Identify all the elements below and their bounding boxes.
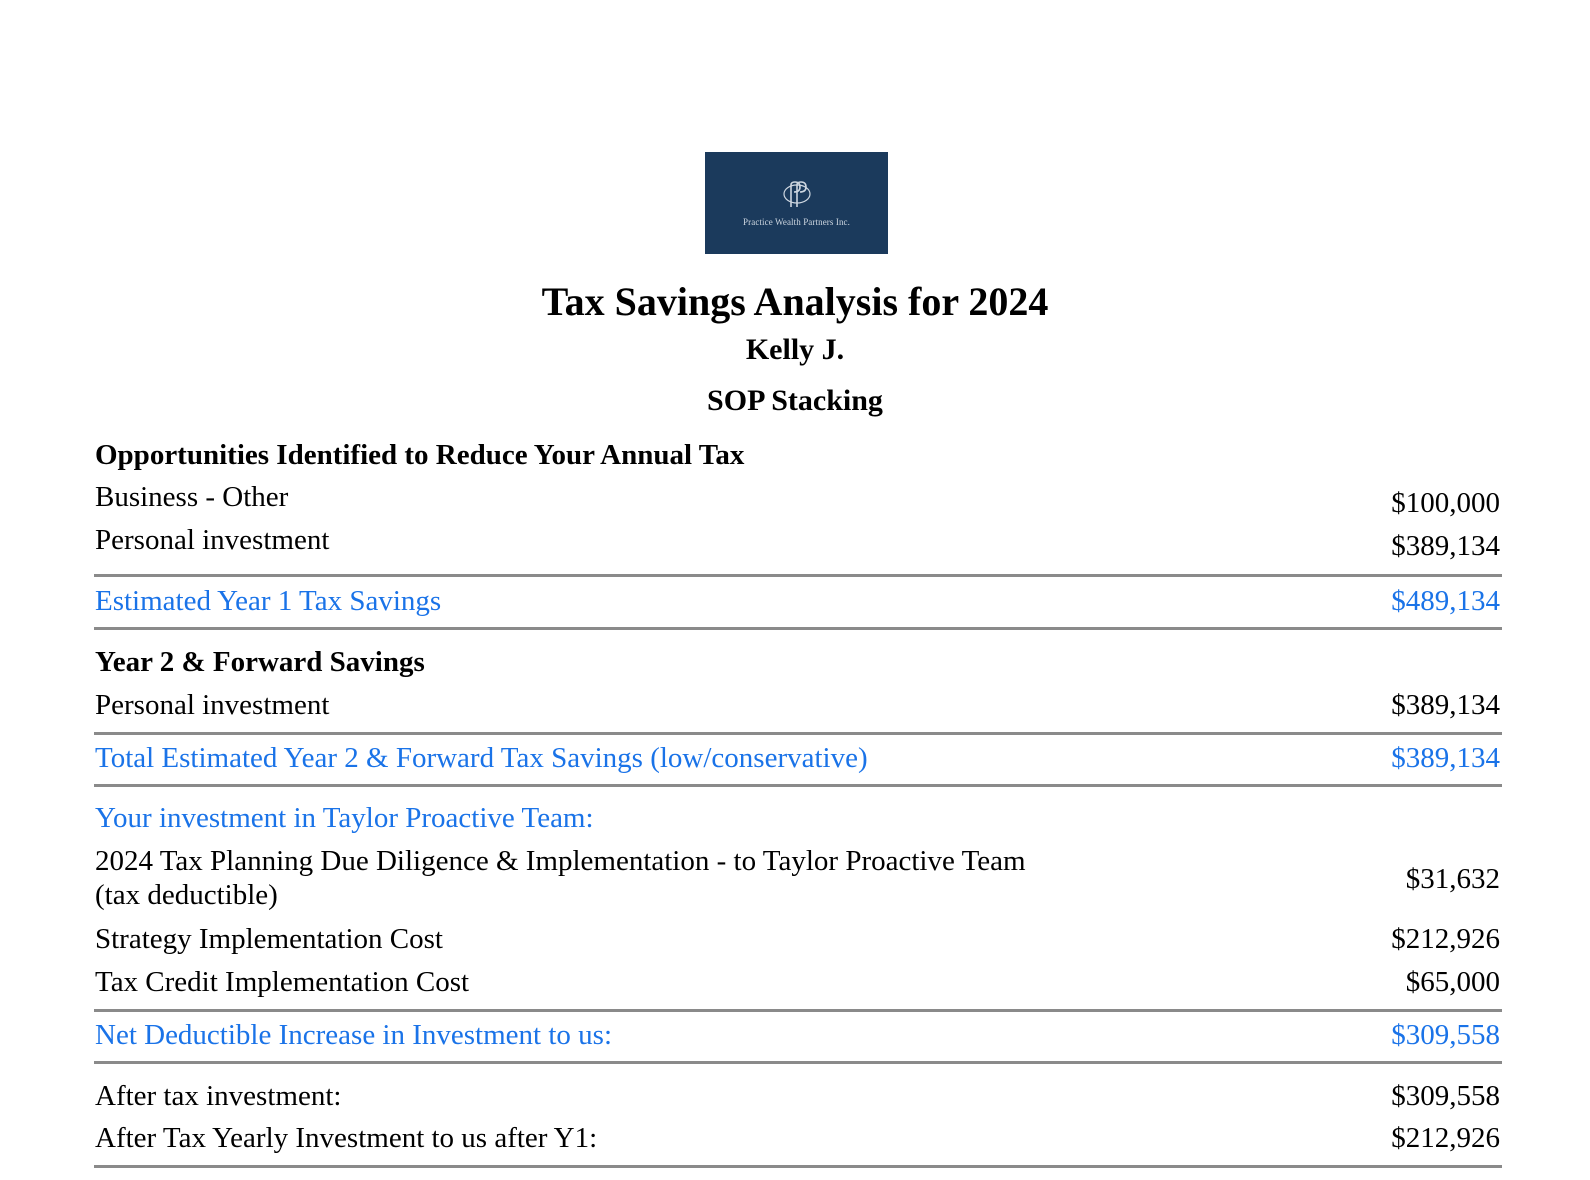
total-amount: $389,134 <box>1391 742 1500 774</box>
logo-company-name: Practice Wealth Partners Inc. <box>743 217 850 227</box>
section-heading: Year 2 & Forward Savings <box>95 646 425 678</box>
divider <box>94 1061 1502 1064</box>
divider <box>94 732 1502 735</box>
row-amount: $389,134 <box>1391 689 1500 721</box>
total-label: Estimated Year 1 Tax Savings <box>95 585 442 617</box>
row-label: Personal investment <box>95 524 330 556</box>
row-label-line1: 2024 Tax Planning Due Diligence & Implementation - to Taylor Proactive Team <box>95 845 1026 877</box>
divider <box>94 627 1502 630</box>
row-amount: $212,926 <box>1391 1122 1500 1154</box>
row-label: Strategy Implementation Cost <box>95 923 443 955</box>
section-heading: Your investment in Taylor Proactive Team: <box>95 802 594 834</box>
row-amount: $309,558 <box>1391 1080 1500 1112</box>
total-amount: $309,558 <box>1391 1019 1500 1051</box>
strategy-name: SOP Stacking <box>707 384 883 417</box>
row-label <box>95 844 1026 912</box>
row-amount: $389,134 <box>1391 530 1500 562</box>
row-amount: $100,000 <box>1391 487 1500 519</box>
divider <box>94 1009 1502 1012</box>
row-label: After tax investment: <box>95 1080 342 1112</box>
row-amount: $31,632 <box>1405 863 1500 895</box>
row-amount: $65,000 <box>1405 966 1500 998</box>
row-label: Tax Credit Implementation Cost <box>95 966 470 998</box>
company-logo <box>705 152 888 254</box>
investment-row <box>95 844 1500 914</box>
client-name: Kelly J. <box>745 333 845 366</box>
row-label: After Tax Yearly Investment to us after Y1: <box>95 1122 598 1154</box>
page-title: Tax Savings Analysis for 2024 <box>541 279 1049 324</box>
total-label: Total Estimated Year 2 & Forward Tax Savings (low/conservative) <box>95 742 868 774</box>
total-amount: $489,134 <box>1391 585 1500 617</box>
row-amount: $212,926 <box>1391 923 1500 955</box>
row-label: Business - Other <box>95 481 289 513</box>
row-label: Personal investment <box>95 689 330 721</box>
divider <box>94 574 1502 577</box>
row-label-line2: (tax deductible) <box>95 879 278 911</box>
total-label: Net Deductible Increase in Investment to us: <box>95 1019 613 1051</box>
divider <box>94 1165 1502 1168</box>
divider <box>94 784 1502 787</box>
monogram-icon <box>779 179 815 213</box>
section-heading: Opportunities Identified to Reduce Your Annual Tax <box>95 439 745 471</box>
